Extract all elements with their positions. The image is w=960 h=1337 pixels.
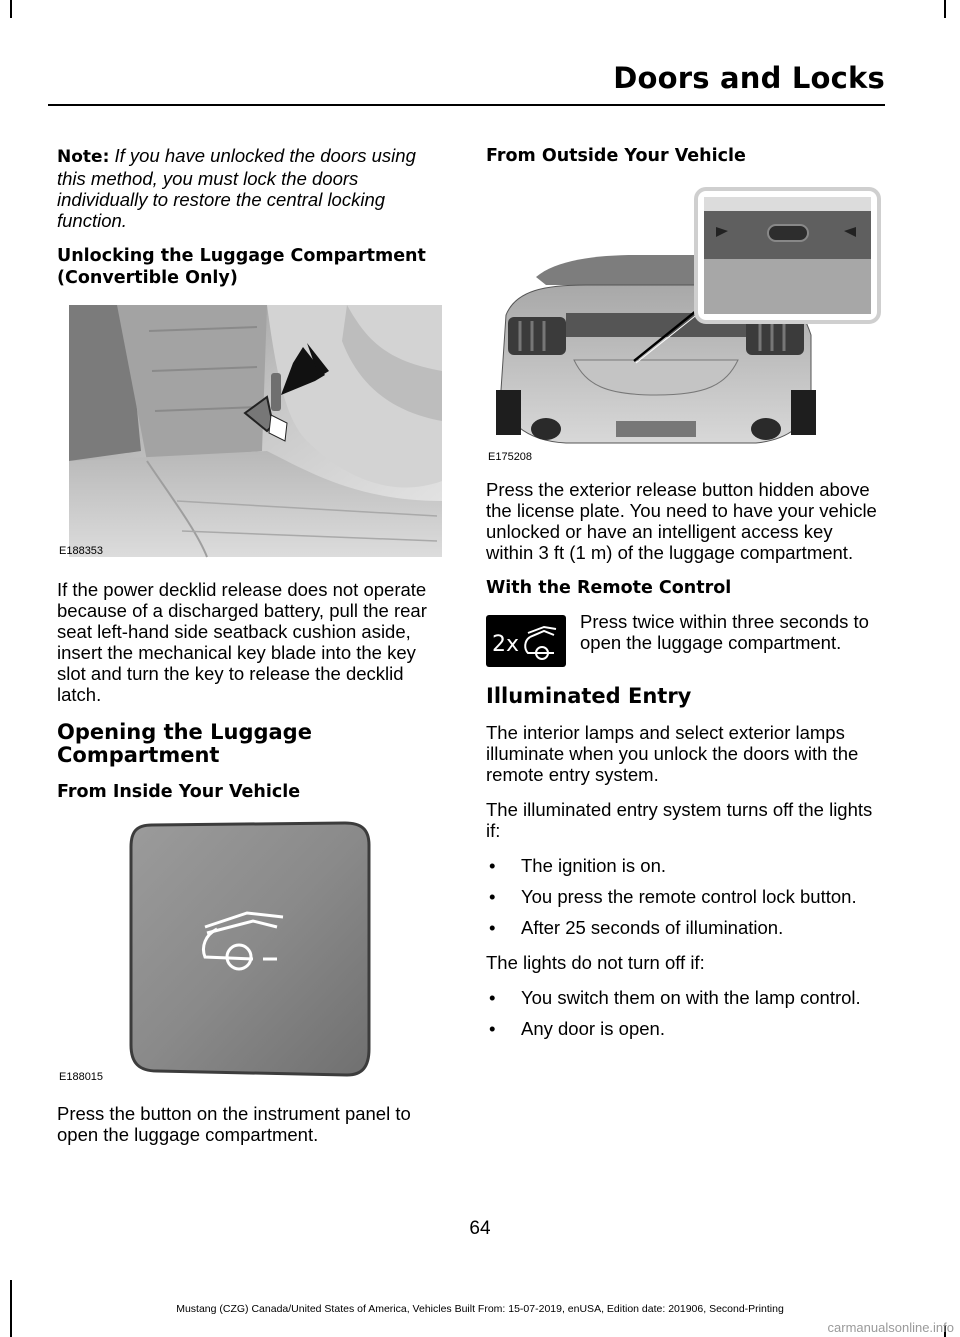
list-item: • You press the remote control lock button. [486, 886, 881, 907]
figure-code: E188015 [59, 1071, 104, 1083]
remote-control-row [486, 611, 881, 667]
page-number: 64 [469, 1218, 491, 1239]
rear-car-figure [486, 185, 881, 465]
figure-code: E175208 [488, 451, 533, 463]
remote-control-heading: With the Remote Control [486, 578, 732, 598]
list-item: • The ignition is on. [486, 855, 881, 876]
turn-off-list [486, 855, 881, 938]
list-item: • After 25 seconds of illumination. [486, 917, 881, 938]
inside-body: Press the button on the instrument panel to open the luggage compartment. [57, 1103, 411, 1145]
crop-mark-top-left [10, 0, 12, 18]
page-header [48, 58, 885, 106]
instrument-button-figure [57, 817, 442, 1085]
opening-luggage-heading: Opening the Luggage Compartment [57, 720, 312, 767]
watermark[interactable]: carmanualsonline.info [827, 1320, 954, 1335]
crop-mark-top-right [944, 0, 946, 18]
note-text: If you have unlocked the doors using this method, you must lock the doors individually to restore the central locking function. [57, 145, 416, 231]
note-paragraph [57, 145, 442, 231]
page-footer: Mustang (CZG) Canada/United States of America, Vehicles Built From: 15-07-2019, enUSA, Edition date: 201906, Second-Printing [176, 1303, 784, 1315]
remote-trunk-button-icon [486, 615, 566, 667]
not-off-list [486, 987, 881, 1039]
left-column [57, 145, 442, 1159]
rear-seat-figure [57, 301, 442, 559]
illuminated-entry-heading: Illuminated Entry [486, 684, 692, 708]
rear-car-illustration [486, 185, 881, 465]
from-outside-heading: From Outside Your Vehicle [486, 146, 746, 166]
note-label: Note: [57, 147, 110, 167]
from-inside-heading: From Inside Your Vehicle [57, 782, 301, 802]
illuminated-p1: The interior lamps and select exterior lamps illuminate when you unlock the doors with the remote entry system. [486, 722, 859, 785]
unlock-luggage-heading: Unlocking the Luggage Compartment (Convertible Only) [57, 246, 426, 288]
list-item: • You switch them on with the lamp control. [486, 987, 881, 1008]
list-item: • Any door is open. [486, 1018, 881, 1039]
right-column [486, 145, 881, 1053]
rear-seat-illustration [57, 301, 442, 559]
figure-code: E188353 [59, 545, 104, 557]
outside-body: Press the exterior release button hidden above the license plate. You need to have your vehicle unlocked or have an intelligent access key within 3 ft (1 m) of the luggage compartment. [486, 479, 877, 563]
illuminated-p2: The illuminated entry system turns off the lights if: [486, 799, 873, 841]
remote-body: Press twice within three seconds to open the luggage compartment. [580, 611, 869, 653]
decklid-button-illustration [57, 817, 442, 1085]
not-off-intro: The lights do not turn off if: [486, 952, 705, 973]
unlock-body: If the power decklid release does not operate because of a discharged battery, pull the rear seat left-hand side seatback cushion aside, insert the mechanical key blade into the key slot and turn the key to release the decklid latch. [57, 579, 427, 705]
remote-icon-text: 2x [492, 632, 520, 657]
page-title: Doors and Locks [613, 61, 885, 95]
